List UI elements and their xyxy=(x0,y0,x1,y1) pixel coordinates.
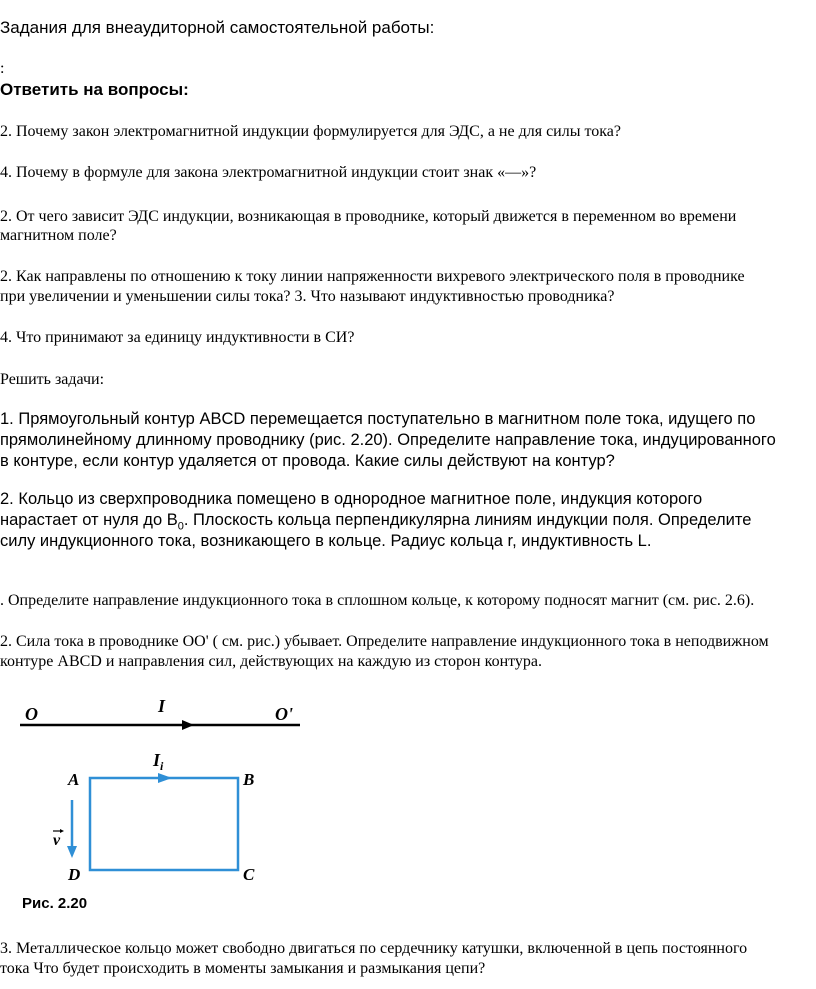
task-1-line: 1. Прямоугольный контур ABCD перемещается поступательно в магнитном поле тока, идущего по xyxy=(0,410,756,428)
task-2-text-a: нарастает от нуля до B xyxy=(0,511,178,529)
task-2-line xyxy=(0,511,751,532)
questions-heading: Ответить на вопросы: xyxy=(0,80,189,99)
label-o: O xyxy=(25,704,38,724)
label-induced-current: $I_i$ xyxy=(153,750,164,773)
label-b: B xyxy=(243,770,255,789)
task-3-line: . Определите направление индукционного тока в сплошном кольце, к которому подносят магнит (см. рис. 2.6). xyxy=(0,592,755,609)
velocity-vector-tip xyxy=(60,829,64,833)
figure-2-20 xyxy=(10,690,320,920)
task-2-line: силу индукционного тока, возникающего в кольце. Радиус кольца r, индуктивность L. xyxy=(0,532,652,550)
question-line: 2. Почему закон электромагнитной индукции формулируется для ЭДС, а не для силы тока? xyxy=(0,123,621,140)
page-title: Задания для внеаудиторной самостоятельной работы: xyxy=(0,18,435,37)
task-2-text-b: . Плоскость кольца перпендикулярна линиям индукции поля. Определите xyxy=(183,511,752,529)
task-2-line: 2. Кольцо из сверхпроводника помещено в однородное магнитное поле, индукция которого xyxy=(0,490,703,508)
label-o-prime: O' xyxy=(275,704,293,724)
task-1-line: в контуре, если контур удаляется от провода. Какие силы действуют на контур? xyxy=(0,452,615,470)
contour-abcd xyxy=(90,778,238,870)
question-line: 4. Почему в формуле для закона электромагнитной индукции стоит знак «—»? xyxy=(0,164,537,181)
task-2-subscript: 0 xyxy=(177,520,184,533)
question-line: магнитном поле? xyxy=(0,227,117,244)
task-1-line: прямолинейному длинному проводнику (рис. 2.20). Определите направление тока, индуцированного xyxy=(0,431,776,449)
question-line: 2. От чего зависит ЭДС индукции, возникающая в проводнике, который движется в переменном во времени xyxy=(0,208,737,225)
label-d: D xyxy=(68,865,81,884)
label-c: C xyxy=(243,865,255,884)
label-current-i: I xyxy=(158,696,166,716)
question-line: 4. Что принимают за единицу индуктивности в СИ? xyxy=(0,329,355,346)
tasks-heading: Решить задачи: xyxy=(0,371,105,388)
figure-caption: Рис. 2.20 xyxy=(22,895,88,912)
wire-current-arrow xyxy=(182,720,194,730)
induced-current-arrow xyxy=(158,773,172,783)
label-v: v xyxy=(53,832,61,849)
stray-colon: : xyxy=(0,60,5,77)
task-4-line: 2. Сила тока в проводнике OO' ( см. рис.) убывает. Определите направление индукционного тока в неподвижном xyxy=(0,633,769,650)
question-line: 2. Как направлены по отношению к току линии напряженности вихревого электрического поля в проводнике xyxy=(0,268,745,285)
label-a: A xyxy=(68,770,80,789)
task-5-line: тока Что будет происходить в моменты замыкания и размыкания цепи? xyxy=(0,960,486,977)
question-line: при увеличении и уменьшении силы тока? 3. Что называют индуктивностью проводника? xyxy=(0,288,615,305)
task-4-line: контуре ABCD и направления сил, действующих на каждую из сторон контура. xyxy=(0,653,543,670)
velocity-arrow-head xyxy=(67,846,77,858)
task-5-line: 3. Металлическое кольцо может свободно двигаться по сердечнику катушки, включенной в цепь постоянного xyxy=(0,940,748,957)
